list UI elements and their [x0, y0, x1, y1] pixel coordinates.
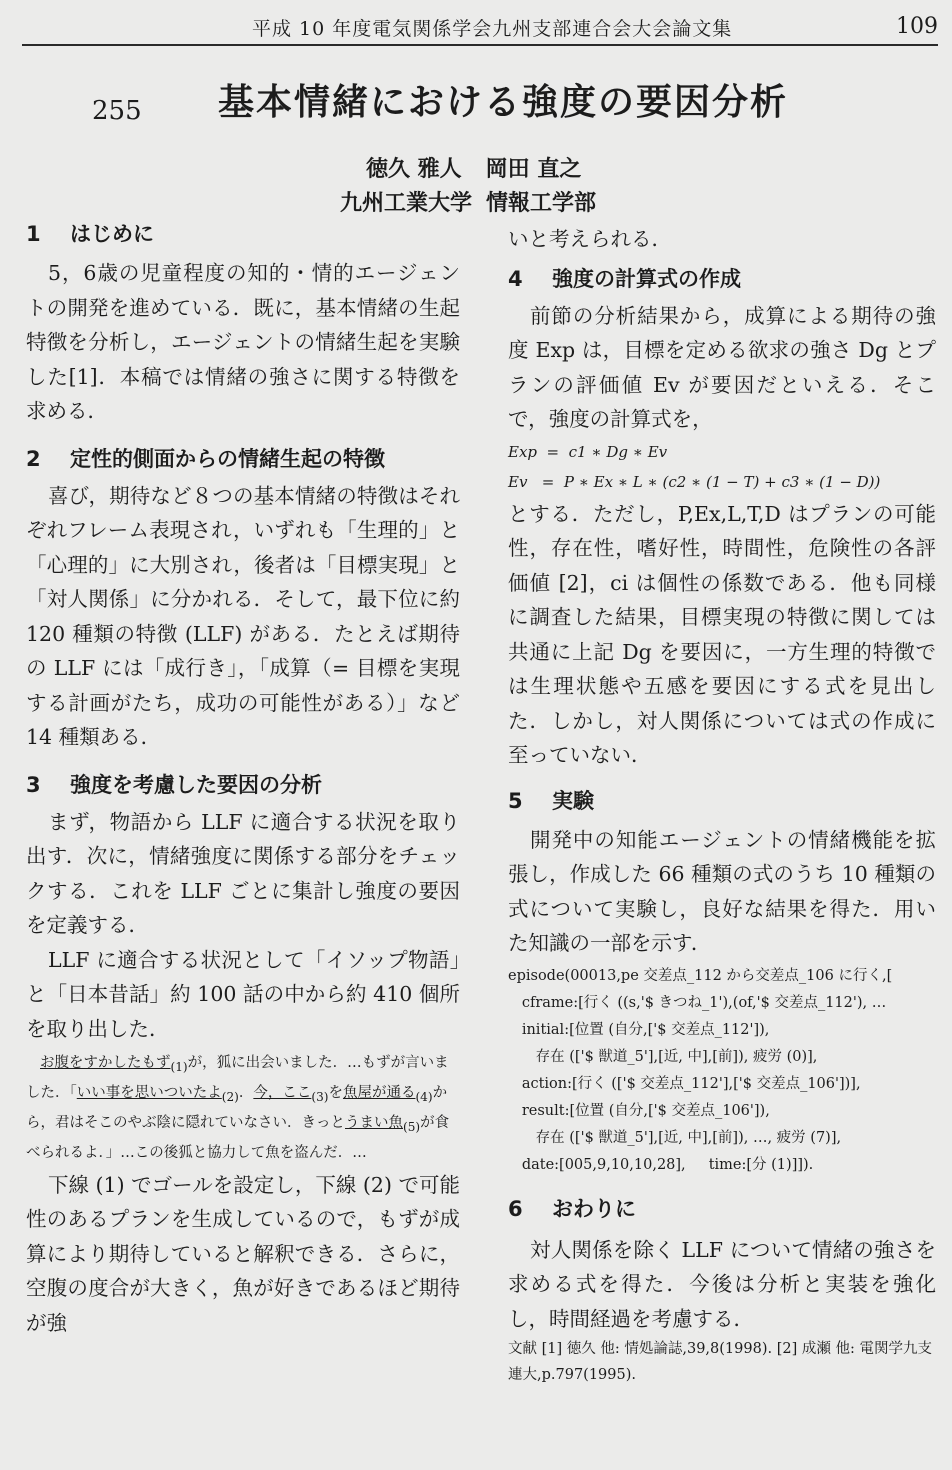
affiliation-university: 九州工業大学	[340, 191, 473, 216]
code-line: result:[位置 (自分,['$ 交差点_106']),	[508, 1102, 770, 1119]
right-column	[508, 218, 936, 1388]
paper-title: 基本情緒における強度の要因分析	[218, 82, 789, 123]
code-line: date:[005,9,10,10,28], time:[分 (1)]]).	[508, 1156, 814, 1173]
underline-3: 今，ここ	[253, 1084, 312, 1101]
left-column	[26, 218, 460, 1340]
underline-1: お腹をすかしたもず	[40, 1055, 171, 1071]
authors	[366, 152, 581, 183]
author-2: 岡田 直之	[485, 157, 582, 182]
formula-ev: Ev = P ∗ Ex ∗ L ∗ (c2 ∗ (1 − T) + c3 ∗ (1 − D))	[508, 472, 881, 491]
code-line: action:[行く (['$ 交差点_112'],['$ 交差点_106'])],	[508, 1075, 861, 1092]
section-3-heading: 3 強度を考慮した要因の分析	[26, 772, 322, 797]
affiliation	[340, 186, 596, 217]
formula-exp: Exp = c1 ∗ Dg ∗ Ev	[508, 442, 668, 461]
section-5-heading: 5 実験	[508, 788, 594, 813]
section-3-body-2: LLF に適合する状況として「イソップ物語」と「日本昔話」約 100 話の中から約 410 個所を取り出した．	[26, 947, 460, 1041]
section-5-body: 開発中の知能エージェントの情緒機能を拡張し，作成した 66 種類の式のうち 10 種類の式について実験し，良好な結果を得た．用いた知識の一部を示す．	[508, 827, 936, 955]
story-excerpt: お腹をすかしたもず$_{(1)}$が，狐に出会いました．…もずが言いました．「いい事を思いついたよ$_{(2)}$．今，ここ$_{(3)}$を魚屋が通る$_{(4)}$から，君はそこのやぶ陰に隠れていなさい．きっとうまい魚$_{(5)}$が食べられるよ．」…この後狐と協力して魚を盗んだ．…	[26, 1055, 450, 1161]
proceedings-title: 平成 10 年度電気関係学会九州支部連合会大会論文集	[252, 18, 733, 40]
running-header	[22, 0, 938, 46]
section-2-body: 喜び，期待など８つの基本情緒の特徴はそれぞれフレーム表現され，いずれも「生理的」と「心理的」に大別され，後者は「目標実現」と「対人関係」に分かれる．そして，最下位に約 120 種類の特徴 (LLF) がある．たとえば期待の LLF には「成行き」，「成算（= 目標を実現する計画がたち，成功の可能性がある）」など 14 種類ある．	[26, 483, 460, 749]
section-4-body-1: 前節の分析結果から，成算による期待の強度 Exp は，目標を定める欲求の強さ Dg とプランの評価値 Ev が要因だといえる．そこで，強度の計算式を，	[508, 303, 936, 431]
section-4-body-2: とする．ただし，P,Ex,L,T,D はプランの可能性，存在性，嗜好性，時間性，危険性の各評価値 [2]，ci は個性の係数である．他も同様に調査した結果，目標実現の特徴に関しては共通に上記 Dg を要因に，一方生理的特徴では生理状態や五感を要因にする式を見出した．しかし，対人関係については式の作成に至っていない．	[508, 501, 936, 767]
code-line: episode(00013,pe 交差点_112 から交差点_106 に行く,[	[508, 967, 893, 984]
code-line: cframe:[行く ((s,'$ きつね_1'),(of,'$ 交差点_112'), …	[508, 994, 887, 1011]
underline-4: 魚屋が通る	[342, 1084, 416, 1101]
section-1-body: 5，6歳の児童程度の知的・情的エージェントの開発を進めている．既に，基本情緒の生起特徴を分析し，エージェントの情緒生起を実験した[1]．本稿では情緒の強さに関する特徴を求める．	[26, 261, 460, 423]
code-line: 存在 (['$ 獣道_5'],[近, 中],[前]), …, 疲労 (7)],	[508, 1129, 842, 1146]
code-line: initial:[位置 (自分,['$ 交差点_112']),	[508, 1021, 770, 1038]
section-1-heading: 1 はじめに	[26, 222, 154, 246]
code-line: 存在 (['$ 獣道_5'],[近, 中],[前]), 疲労 (0)],	[508, 1048, 818, 1065]
affiliation-faculty: 情報工学部	[486, 191, 597, 216]
references: 文献 [1] 徳久 他: 情処論誌,39,8(1998). [2] 成瀬 他: 電関学九支連大,p.797(1995).	[508, 1341, 932, 1383]
section-2-heading: 2 定性的側面からの情緒生起の特徴	[26, 446, 385, 471]
section-6-heading: 6 おわりに	[508, 1196, 636, 1221]
section-6-body: 対人関係を除く LLF について情緒の強さを求める式を得た．今後は分析と実装を強化し，時間経過を考慮する．	[508, 1237, 936, 1331]
section-4-heading: 4 強度の計算式の作成	[508, 266, 741, 291]
section-3-body-3: 下線 (1) でゴールを設定し，下線 (2) で可能性のあるプランを生成しているので，もずが成算により期待していると解釈できる．さらに，空腹の度合が大きく，魚が好きであるほど期待が強	[26, 1172, 460, 1335]
paper-number: 255	[92, 96, 142, 126]
page-number: 109	[896, 14, 938, 39]
underline-2: いい事を思いついたよ	[76, 1084, 222, 1101]
author-1: 徳久 雅人	[366, 157, 462, 182]
section-3-body-1: まず，物語から LLF に適合する状況を取り出す．次に，情緒強度に関係する部分をチェックする．これを LLF ごとに集計し強度の要因を定義する．	[26, 809, 460, 937]
knowledge-code-block	[508, 963, 936, 1179]
underline-5: うまい魚	[345, 1114, 403, 1131]
carryover-text: いと考えられる．	[508, 227, 672, 251]
